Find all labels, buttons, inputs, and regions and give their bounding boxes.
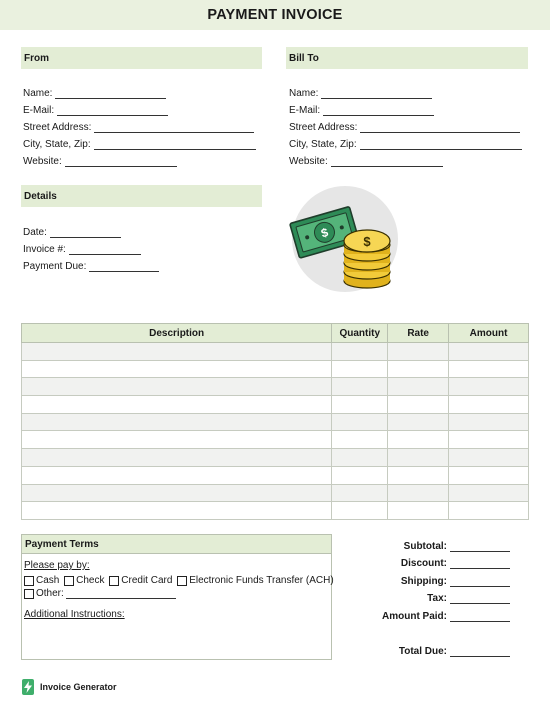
description-cell[interactable] — [22, 449, 332, 467]
from-website-field[interactable]: Website: — [23, 154, 177, 167]
money-icon — [288, 186, 400, 292]
eft-checkbox[interactable] — [177, 576, 187, 586]
col-quantity: Quantity — [332, 324, 388, 343]
amount-cell[interactable] — [449, 449, 529, 467]
bill-email-field[interactable]: E-Mail: — [289, 103, 434, 116]
description-cell[interactable] — [22, 378, 332, 396]
bill-street-field[interactable]: Street Address: — [289, 120, 520, 133]
footer — [22, 679, 117, 695]
table-row[interactable] — [22, 343, 529, 361]
amount-cell[interactable] — [449, 396, 529, 414]
table-row[interactable] — [22, 396, 529, 414]
cash-option[interactable]: Cash — [24, 575, 59, 586]
table-row[interactable] — [22, 502, 529, 520]
other-option[interactable]: Other: — [24, 588, 176, 599]
rate-cell[interactable] — [388, 396, 449, 414]
quantity-cell[interactable] — [332, 431, 388, 449]
description-cell[interactable] — [22, 396, 332, 414]
bolt-icon — [22, 679, 34, 695]
tax-row[interactable]: Tax: — [340, 590, 512, 604]
from-name-field[interactable]: Name: — [23, 86, 166, 99]
pay-by-label: Please pay by: — [24, 560, 90, 571]
quantity-cell[interactable] — [332, 502, 388, 520]
description-cell[interactable] — [22, 502, 332, 520]
payment-terms-box — [21, 534, 332, 660]
quantity-cell[interactable] — [332, 360, 388, 378]
payment-terms-heading: Payment Terms — [22, 535, 331, 554]
cash-checkbox[interactable] — [24, 576, 34, 586]
table-header-row — [22, 324, 529, 343]
table-row[interactable] — [22, 378, 529, 396]
payment-due-field[interactable]: Payment Due: — [23, 259, 159, 272]
line-items-table — [21, 323, 529, 520]
check-checkbox[interactable] — [64, 576, 74, 586]
amount-cell[interactable] — [449, 413, 529, 431]
amount-cell[interactable] — [449, 484, 529, 502]
col-rate: Rate — [388, 324, 449, 343]
rate-cell[interactable] — [388, 343, 449, 361]
page-title: PAYMENT INVOICE — [207, 7, 343, 23]
brand-name[interactable]: Invoice Generator — [40, 682, 117, 692]
subtotal-row[interactable]: Subtotal: — [340, 538, 512, 552]
details-heading: Details — [21, 185, 262, 207]
amount-cell[interactable] — [449, 343, 529, 361]
description-cell[interactable] — [22, 466, 332, 484]
col-description: Description — [22, 324, 332, 343]
bill-website-field[interactable]: Website: — [289, 154, 443, 167]
coin-dollar-sign: $ — [363, 234, 371, 249]
date-field[interactable]: Date: — [23, 225, 121, 238]
bill-dollar-sign: $ — [319, 225, 330, 241]
quantity-cell[interactable] — [332, 484, 388, 502]
discount-row[interactable]: Discount: — [340, 555, 512, 569]
rate-cell[interactable] — [388, 502, 449, 520]
amount-cell[interactable] — [449, 431, 529, 449]
payment-options — [24, 575, 336, 589]
total-due-row[interactable]: Total Due: — [340, 643, 512, 657]
amount-cell[interactable] — [449, 360, 529, 378]
additional-instructions-label: Additional Instructions: — [24, 609, 125, 620]
col-amount: Amount — [449, 324, 529, 343]
description-cell[interactable] — [22, 413, 332, 431]
title-bar — [0, 0, 550, 30]
quantity-cell[interactable] — [332, 466, 388, 484]
amount-cell[interactable] — [449, 378, 529, 396]
from-street-field[interactable]: Street Address: — [23, 120, 254, 133]
rate-cell[interactable] — [388, 413, 449, 431]
table-row[interactable] — [22, 484, 529, 502]
table-row[interactable] — [22, 466, 529, 484]
from-heading: From — [21, 47, 262, 69]
bill-to-heading: Bill To — [286, 47, 528, 69]
rate-cell[interactable] — [388, 449, 449, 467]
rate-cell[interactable] — [388, 431, 449, 449]
other-checkbox[interactable] — [24, 589, 34, 599]
bill-name-field[interactable]: Name: — [289, 86, 432, 99]
quantity-cell[interactable] — [332, 343, 388, 361]
rate-cell[interactable] — [388, 484, 449, 502]
amount-cell[interactable] — [449, 466, 529, 484]
description-cell[interactable] — [22, 484, 332, 502]
table-row[interactable] — [22, 431, 529, 449]
eft-option[interactable]: Electronic Funds Transfer (ACH) — [177, 575, 334, 586]
other-line[interactable] — [66, 589, 176, 599]
from-email-field[interactable]: E-Mail: — [23, 103, 168, 116]
invoice-number-field[interactable]: Invoice #: — [23, 242, 141, 255]
quantity-cell[interactable] — [332, 378, 388, 396]
table-row[interactable] — [22, 413, 529, 431]
from-city-field[interactable]: City, State, Zip: — [23, 137, 256, 150]
amount-paid-row[interactable]: Amount Paid: — [340, 608, 512, 622]
table-row[interactable] — [22, 360, 529, 378]
rate-cell[interactable] — [388, 378, 449, 396]
amount-cell[interactable] — [449, 502, 529, 520]
table-row[interactable] — [22, 449, 529, 467]
rate-cell[interactable] — [388, 360, 449, 378]
credit-card-checkbox[interactable] — [109, 576, 119, 586]
quantity-cell[interactable] — [332, 413, 388, 431]
quantity-cell[interactable] — [332, 449, 388, 467]
rate-cell[interactable] — [388, 466, 449, 484]
description-cell[interactable] — [22, 431, 332, 449]
description-cell[interactable] — [22, 360, 332, 378]
bill-city-field[interactable]: City, State, Zip: — [289, 137, 522, 150]
check-option[interactable]: Check — [64, 575, 104, 586]
description-cell[interactable] — [22, 343, 332, 361]
quantity-cell[interactable] — [332, 396, 388, 414]
credit-card-option[interactable]: Credit Card — [109, 575, 172, 586]
shipping-row[interactable]: Shipping: — [340, 573, 512, 587]
